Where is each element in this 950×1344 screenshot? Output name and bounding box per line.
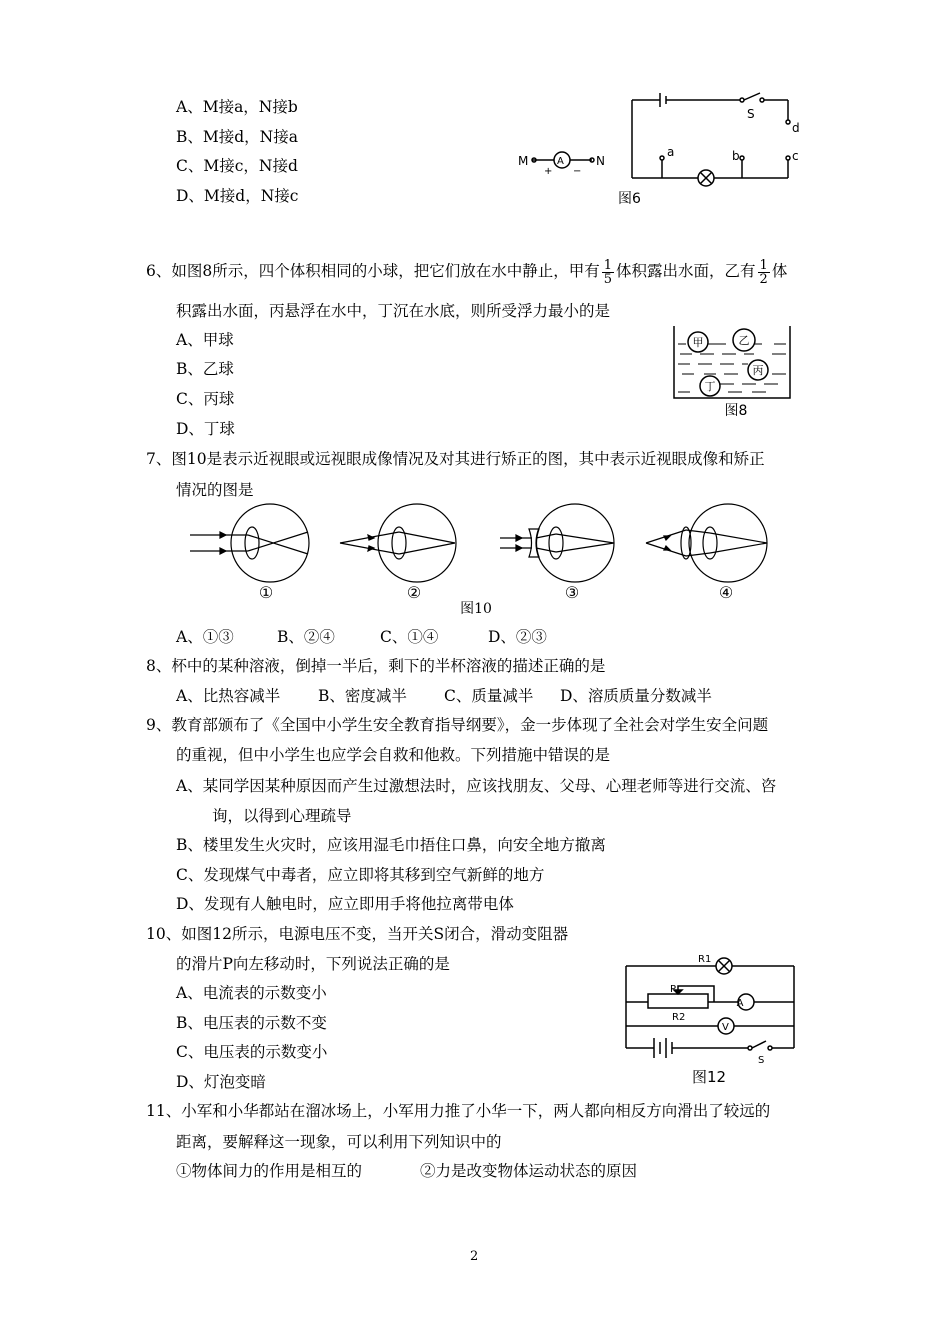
fraction-one-half: $\frac{1}{2}$ <box>759 257 768 287</box>
q10-option-b: B、电压表的示数不变 <box>176 1014 327 1032</box>
q5-option-a: A、M接a，N接b <box>176 98 298 116</box>
q9-option-b: B、楼里发生火灾时，应该用湿毛巾捂住口鼻，向安全地方撤离 <box>176 836 606 854</box>
q9-option-d: D、发现有人触电时，应立即用手将他拉离带电体 <box>176 895 514 913</box>
fig8-ball-bing: 丙 <box>752 364 764 377</box>
q10-option-d: D、灯泡变暗 <box>176 1073 266 1091</box>
figure-12-circuit <box>620 950 805 1090</box>
q11-stem-line2: 距离，要解释这一现象，可以利用下列知识中的 <box>176 1133 502 1151</box>
fig6-label-c: c <box>792 149 799 163</box>
q9-stem-line1: 9、教育部颁布了《全国中小学生安全教育指导纲要》，金一步体现了全社会对学生安全问题 <box>146 716 769 734</box>
q9-option-c: C、发现煤气中毒者，应立即将其移到空气新鲜的地方 <box>176 866 545 884</box>
fig12-label-r1: R1 <box>698 954 712 965</box>
figure-6-circuit <box>510 90 810 220</box>
fig6-label-m: M <box>518 154 529 168</box>
q5-option-d: D、M接d，N接c <box>176 187 299 205</box>
q11-item-2: ②力是改变物体运动状态的原因 <box>420 1162 638 1180</box>
fig10-label-2: ② <box>406 583 422 602</box>
fig10-label-4: ④ <box>718 583 734 602</box>
q8-option-b: B、密度减半 <box>318 687 407 705</box>
q6-option-d: D、丁球 <box>176 420 235 438</box>
figure-8-balls-in-water <box>668 320 798 420</box>
q6-stem-line1 <box>146 256 787 286</box>
q7-option-a: A、①③ <box>176 628 234 646</box>
fig10-caption: 图10 <box>460 601 492 617</box>
fig8-ball-ding: 丁 <box>704 380 716 393</box>
q7-stem-line1: 7、图10是表示近视眼或远视眼成像情况及对其进行矫正的图，其中表示近视眼成像和矫正 <box>146 450 765 468</box>
fig8-caption: 图8 <box>724 403 748 419</box>
q11-item-1: ①物体间力的作用是相互的 <box>176 1162 363 1180</box>
q6-option-a: A、甲球 <box>176 331 234 349</box>
fig6-label-n: N <box>596 154 605 168</box>
q10-stem-line1: 10、如图12所示，电源电压不变，当开关S闭合，滑动变阻器 <box>146 925 569 943</box>
fig10-label-1: ① <box>258 583 274 602</box>
fig12-label-s: S <box>758 1055 765 1066</box>
fraction-one-fifth: $\frac{1}{5}$ <box>603 257 613 287</box>
figure-10-eye-diagrams <box>190 500 790 618</box>
fig12-label-voltmeter: V <box>722 1022 729 1033</box>
fig10-label-3: ③ <box>564 583 580 602</box>
fig12-label-r2: R2 <box>672 1012 686 1023</box>
q6-stem-mid: 体积露出水面，乙有 <box>616 262 756 280</box>
fig6-label-ammeter: A <box>557 156 564 167</box>
q9-option-a-line1: A、某同学因某种原因而产生过激想法时，应该找朋友、父母、心理老师等进行交流、咨 <box>176 777 777 795</box>
fig6-label-b: b <box>732 149 740 163</box>
q6-stem-pre: 6、如图8所示，四个体积相同的小球，把它们放在水中静止，甲有 <box>146 262 600 280</box>
q6-stem-line2: 积露出水面，丙悬浮在水中，丁沉在水底，则所受浮力最小的是 <box>176 302 611 320</box>
q5-option-b: B、M接d，N接a <box>176 128 298 146</box>
q9-option-a-line2: 询，以得到心理疏导 <box>212 807 352 825</box>
fig6-caption: 图6 <box>618 191 641 207</box>
q8-option-a: A、比热容减半 <box>176 687 281 705</box>
q8-option-d: D、溶质质量分数减半 <box>560 687 712 705</box>
q5-option-c: C、M接c，N接d <box>176 157 298 175</box>
q9-stem-line2: 的重视，但中小学生也应学会自救和他救。下列措施中错误的是 <box>176 746 611 764</box>
fig8-ball-jia: 甲 <box>692 336 704 349</box>
fig8-ball-yi: 乙 <box>738 334 750 347</box>
q10-option-c: C、电压表的示数变小 <box>176 1043 328 1061</box>
q11-stem-line1: 11、小军和小华都站在溜冰场上，小军用力推了小华一下，两人都向相反方向滑出了较远的 <box>146 1102 771 1120</box>
q7-stem-line2: 情况的图是 <box>176 481 254 499</box>
fig6-label-plus: + <box>544 166 553 177</box>
q10-option-a: A、电流表的示数变小 <box>176 984 327 1002</box>
q7-option-b: B、②④ <box>277 628 335 646</box>
page-number: 2 <box>470 1249 479 1264</box>
q6-option-b: B、乙球 <box>176 360 234 378</box>
fig6-label-a: a <box>667 145 675 159</box>
fig6-label-s: S <box>747 107 755 121</box>
q7-option-d: D、②③ <box>488 628 547 646</box>
q8-stem: 8、杯中的某种溶液，倒掉一半后，剩下的半杯溶液的描述正确的是 <box>146 657 606 675</box>
q10-stem-line2: 的滑片P向左移动时，下列说法正确的是 <box>176 955 450 973</box>
q8-option-c: C、质量减半 <box>444 687 534 705</box>
fig12-label-ammeter: A <box>736 998 744 1009</box>
fig6-label-d: d <box>792 121 800 135</box>
q6-stem-post: 体 <box>771 262 788 280</box>
fig6-label-minus: − <box>573 166 582 177</box>
fig12-caption: 图12 <box>692 1068 727 1086</box>
fig12-label-p: P <box>670 984 677 995</box>
q7-option-c: C、①④ <box>380 628 439 646</box>
q6-option-c: C、丙球 <box>176 390 235 408</box>
